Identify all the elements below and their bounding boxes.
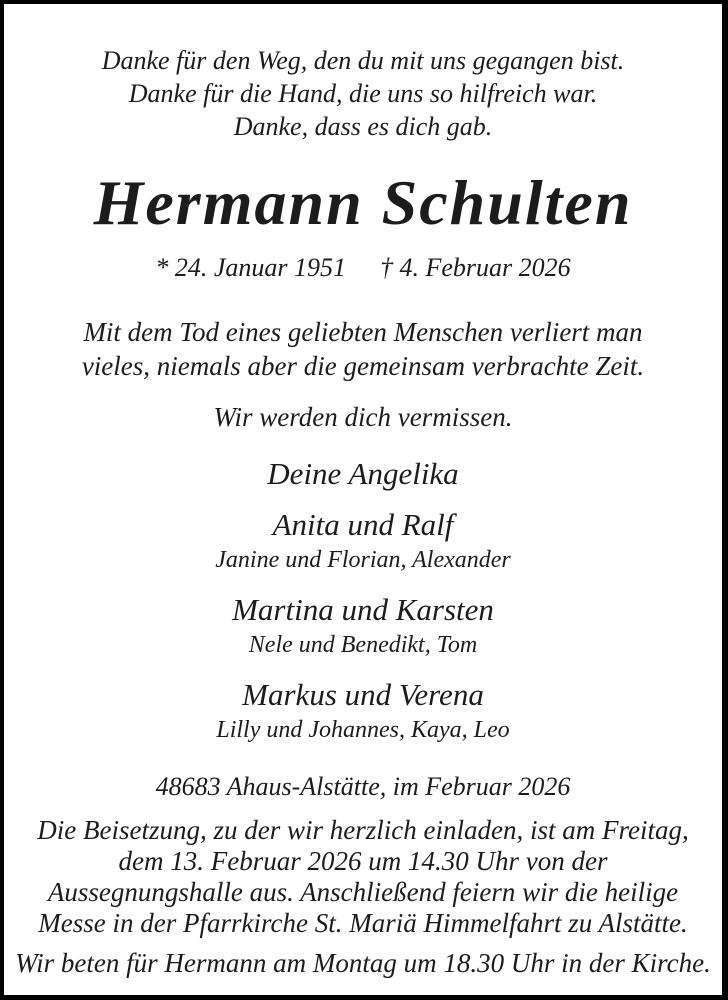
place-and-date: 48683 Ahaus-Alstätte, im Februar 2026 (155, 772, 571, 801)
memorial-quote (4, 44, 722, 143)
death-cross-glyph: † (380, 253, 393, 282)
birth-date-text: 24. Januar 1951 (174, 253, 346, 282)
deceased-name: Hermann Schulten (93, 167, 633, 238)
funeral-details (4, 815, 722, 939)
mourner-family3-children: Lilly und Johannes, Kaya, Leo (216, 717, 510, 743)
memorial-quote-line-2: Danke für die Hand, die uns so hilfreich war. (128, 79, 598, 108)
condolence-line-2: vieles, niemals aber die gemeinsam verbrachte Zeit. (81, 351, 645, 381)
memorial-quote-line-1: Danke für den Weg, den du mit uns gegangen bist. (101, 46, 625, 75)
death-date-text: 4. Februar 2026 (399, 253, 571, 282)
mourner-family2-main: Martina und Karsten (232, 592, 494, 627)
memorial-quote-line-3: Danke, dass es dich gab. (233, 112, 493, 141)
mourner-family2-children: Nele und Benedikt, Tom (248, 632, 478, 658)
missing-you-text: Wir werden dich vermissen. (213, 402, 513, 432)
prayer-notice: Wir beten für Hermann am Montag um 18.30 Uhr in der Kirche. (15, 948, 711, 978)
mourner-family1-main: Anita und Ralf (272, 507, 454, 542)
condolence-text (4, 315, 722, 383)
life-dates (4, 253, 722, 283)
funeral-line-2: dem 13. Februar 2026 um 14.30 Uhr von der (118, 846, 608, 876)
death-date (380, 253, 571, 282)
mourner-widow: Deine Angelika (267, 456, 459, 491)
funeral-line-3: Aussegnungshalle aus. Anschließend feiern wir die heilige (47, 877, 679, 907)
birth-date (155, 253, 346, 282)
mourner-family3-main: Markus und Verena (242, 677, 484, 712)
birth-star-glyph: * (155, 253, 169, 282)
condolence-line-1: Mit dem Tod eines geliebten Menschen verliert man (83, 317, 643, 347)
obituary-page (4, 4, 722, 995)
funeral-line-1: Die Beisetzung, zu der wir herzlich einladen, ist am Freitag, (37, 815, 689, 845)
funeral-line-4: Messe in der Pfarrkirche St. Mariä Himmelfahrt zu Alstätte. (38, 908, 688, 938)
mourner-family1-children: Janine und Florian, Alexander (215, 547, 511, 573)
